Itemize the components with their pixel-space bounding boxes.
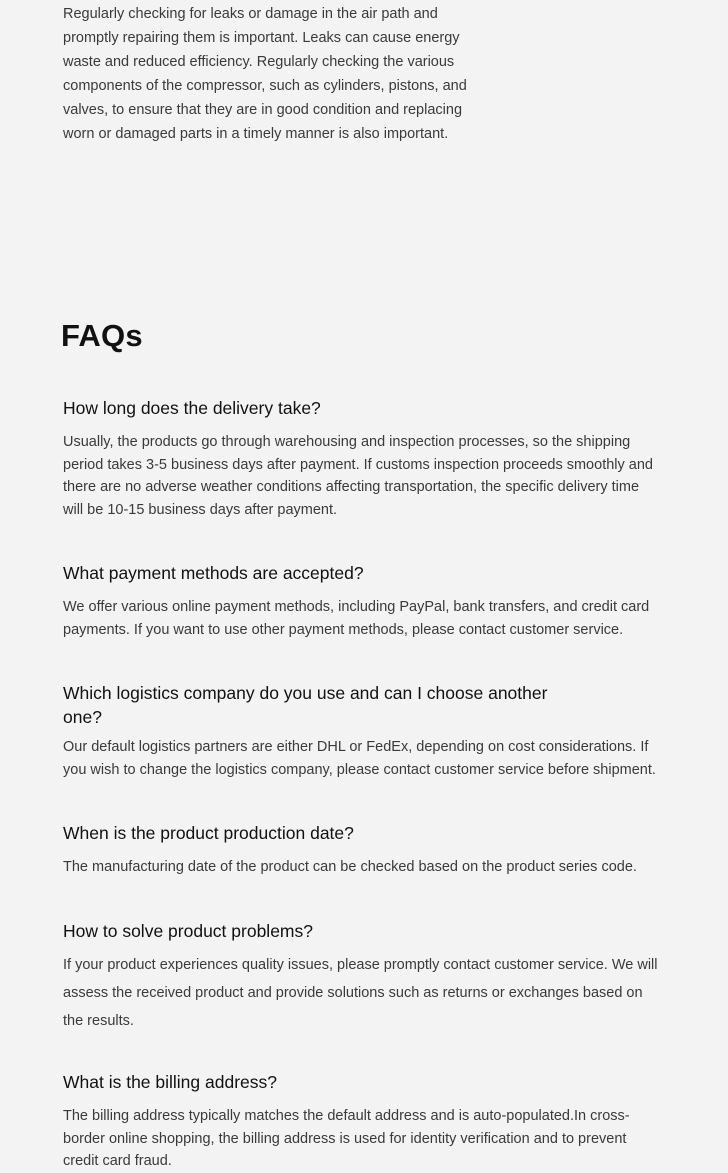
- faq-answer: We offer various online payment methods, including PayPal, bank transfers, and credit card payments. If you want to use other payment methods, please contact customer service.: [63, 599, 650, 638]
- faq-question: How long does the delivery take?: [63, 398, 321, 418]
- faq-answer: Usually, the products go through warehousing and inspection processes, so the shipping period takes 3-5 business days after payment. If customs inspection proceeds smoothly and there are no adverse weather conditions affecting transportation, the specific delivery time will be 10-15 business days after payment.: [63, 434, 653, 518]
- faq-answer: The billing address typically matches the default address and is auto-populated.In cross-border online shopping, the billing address is used for identity verification and to prevent credit card fraud.: [63, 1108, 630, 1169]
- faq-question: When is the product production date?: [63, 823, 354, 843]
- faq-question: Which logistics company do you use and can I choose another one?: [63, 683, 548, 727]
- intro-paragraph: Regularly checking for leaks or damage in the air path and promptly repairing them is important. Leaks can cause energy waste and reduced efficiency. Regularly checking the various components of the compressor, such as cylinders, pistons, and valves, to ensure that they are in good condition and replacing worn or damaged parts in a timely manner is also important.: [63, 6, 467, 142]
- faq-item-logistics: [63, 681, 663, 781]
- faq-answer: If your product experiences quality issues, please promptly contact customer service. We will assess the received product and provide solutions such as returns or exchanges based on the results.: [63, 957, 658, 1029]
- faq-heading: FAQs: [61, 318, 143, 353]
- faq-question: What payment methods are accepted?: [63, 563, 364, 583]
- faq-item-payment: [63, 561, 663, 641]
- faq-item-delivery: [63, 396, 663, 521]
- faq-answer: The manufacturing date of the product can be checked based on the product series code.: [63, 859, 637, 875]
- faq-answer: Our default logistics partners are either DHL or FedEx, depending on cost considerations. If you wish to change the logistics company, please contact customer service before shipment.: [63, 739, 656, 778]
- faq-question: What is the billing address?: [63, 1072, 277, 1092]
- faq-question: How to solve product problems?: [63, 921, 313, 941]
- faq-item-production-date: [63, 821, 663, 879]
- faq-item-product-problems: [63, 919, 663, 1035]
- faq-item-billing-address: [63, 1070, 663, 1173]
